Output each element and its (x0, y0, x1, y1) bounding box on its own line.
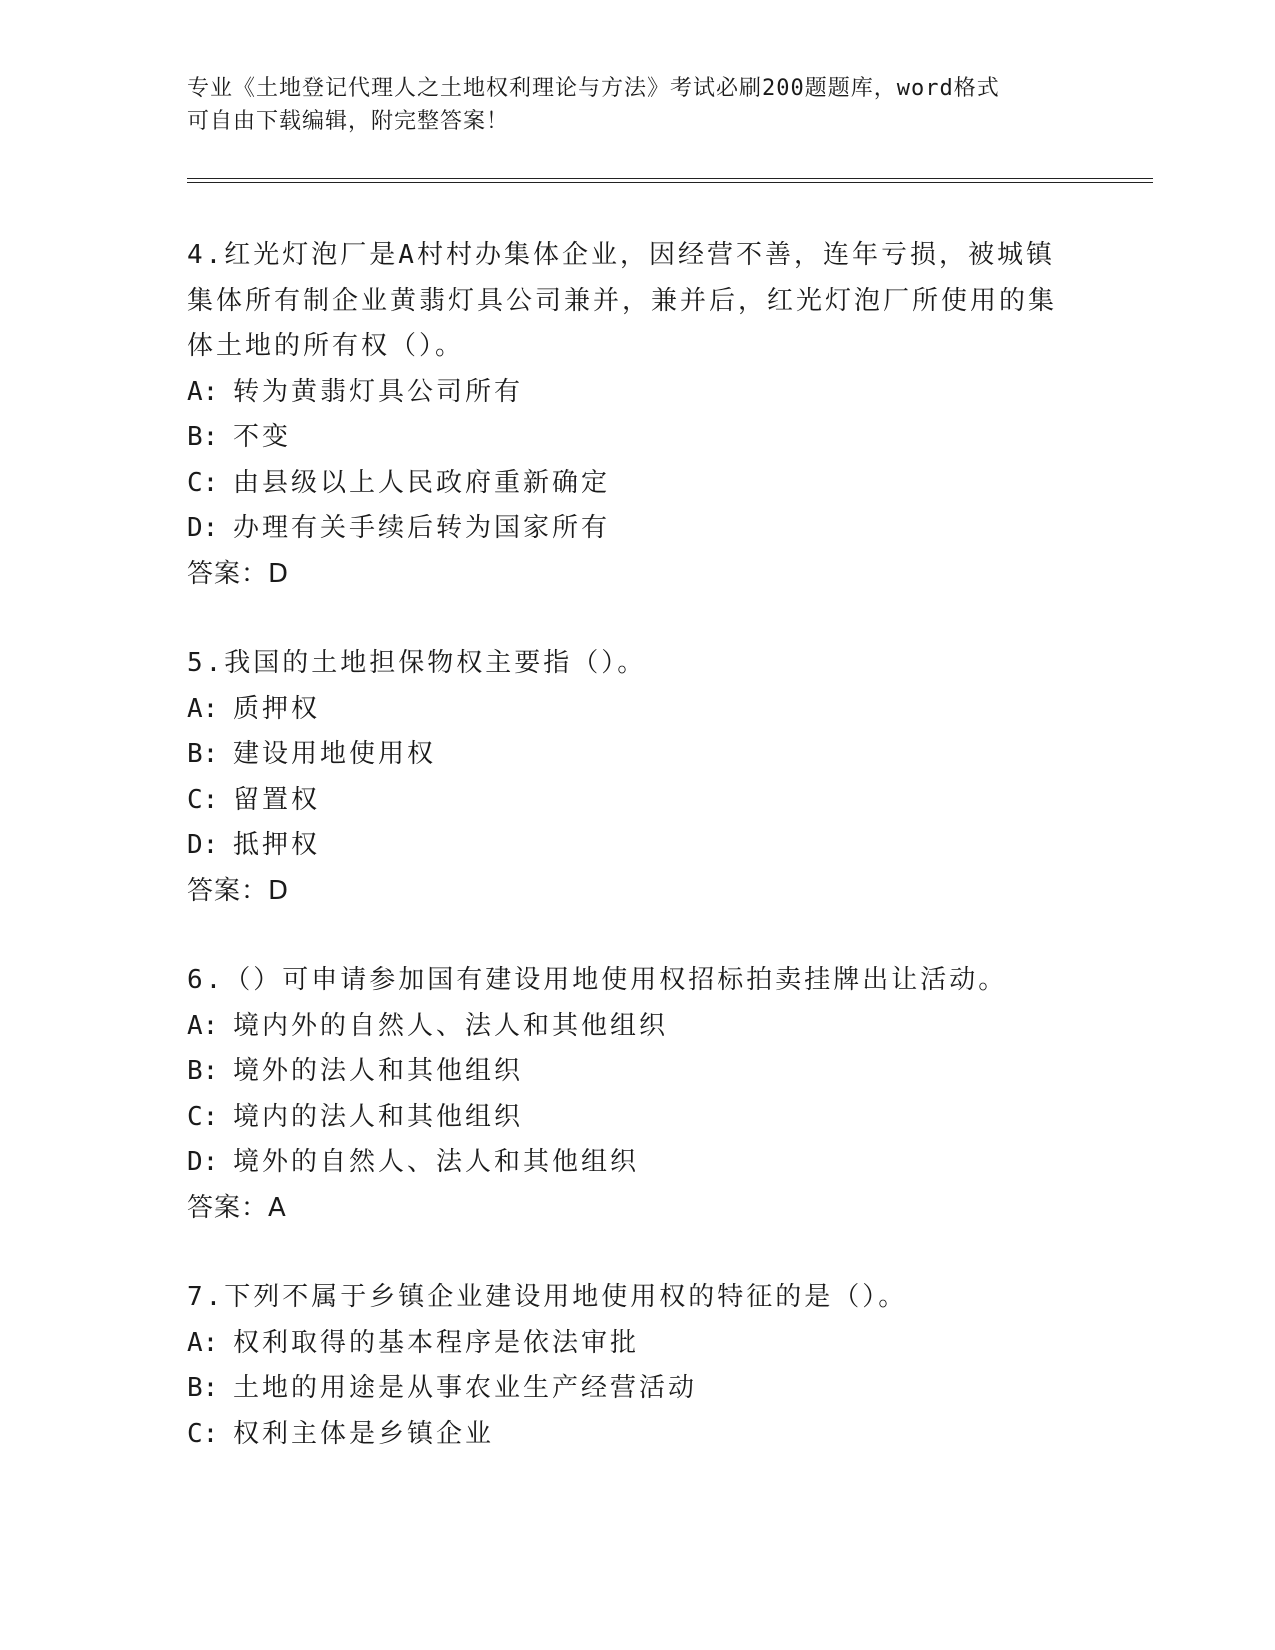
stem-line: 6.（）可申请参加国有建设用地使用权招标拍卖挂牌出让活动。 (187, 965, 1008, 995)
option-letter: C: (187, 784, 219, 815)
option-b (187, 1366, 1087, 1412)
option-letter: B: (187, 1056, 219, 1086)
option-c (187, 778, 1087, 824)
option-text: 由县级以上人民政府重新确定 (233, 467, 611, 498)
option-text: 转为黄翡灯具公司所有 (233, 376, 524, 407)
option-text: 抵押权 (233, 830, 321, 860)
option-text: 建设用地使用权 (233, 739, 437, 769)
option-c (187, 1095, 1087, 1141)
question-stem (187, 958, 1087, 1004)
stem-line: 4.红光灯泡厂是A村村办集体企业，因经营不善，连年亏损，被城镇 (187, 240, 1055, 270)
option-letter: A: (187, 1327, 219, 1358)
answer: 答案：A (187, 1192, 287, 1223)
option-b (187, 1049, 1087, 1095)
document-header (187, 72, 1087, 138)
option-text: 办理有关手续后转为国家所有 (233, 513, 611, 543)
option-text: 境外的法人和其他组织 (233, 1056, 524, 1086)
option-text: 留置权 (233, 784, 321, 815)
stem-line: 5.我国的土地担保物权主要指（）。 (187, 648, 647, 678)
option-c (187, 1412, 1087, 1458)
question-7 (187, 1275, 1087, 1457)
stem-line: 7.下列不属于乡镇企业建设用地使用权的特征的是（）。 (187, 1282, 908, 1312)
option-text: 不变 (233, 422, 292, 452)
option-text: 境内的法人和其他组织 (233, 1101, 524, 1132)
question-list (187, 233, 1087, 1501)
option-letter: D: (187, 513, 219, 543)
option-b (187, 732, 1087, 778)
option-text: 境外的自然人、法人和其他组织 (233, 1147, 640, 1177)
option-letter: B: (187, 739, 219, 769)
option-letter: B: (187, 422, 219, 452)
option-text: 权利取得的基本程序是依法审批 (233, 1327, 640, 1358)
stem-line: 集体所有制企业黄翡灯具公司兼并，兼并后，红光灯泡厂所使用的集 (187, 285, 1058, 316)
option-letter: D: (187, 1147, 219, 1177)
answer: 答案：D (187, 875, 290, 906)
option-letter: C: (187, 1101, 219, 1132)
question-4 (187, 233, 1087, 597)
option-letter: D: (187, 830, 219, 860)
question-stem (187, 641, 1087, 687)
option-letter: C: (187, 1418, 219, 1449)
stem-line: 体土地的所有权（）。 (187, 331, 465, 361)
option-b (187, 415, 1087, 461)
option-c (187, 461, 1087, 507)
option-text: 权利主体是乡镇企业 (233, 1418, 495, 1449)
option-letter: A: (187, 1010, 219, 1041)
option-text: 境内外的自然人、法人和其他组织 (233, 1010, 669, 1041)
option-a (187, 1321, 1087, 1367)
option-a (187, 370, 1087, 416)
option-a (187, 687, 1087, 733)
header-divider (187, 178, 1153, 184)
option-letter: A: (187, 693, 219, 724)
answer: 答案：D (187, 558, 290, 589)
option-letter: C: (187, 467, 219, 498)
question-5 (187, 641, 1087, 914)
option-letter: B: (187, 1373, 219, 1403)
option-letter: A: (187, 376, 219, 407)
question-stem (187, 233, 1087, 370)
divider-line-top (187, 178, 1153, 179)
option-text: 质押权 (233, 693, 321, 724)
header-line-2: 可自由下载编辑，附完整答案！ (187, 109, 510, 134)
question-6 (187, 958, 1087, 1231)
option-d (187, 1140, 1087, 1186)
option-d (187, 506, 1087, 552)
header-line-1: 专业《土地登记代理人之土地权利理论与方法》考试必刷200题题库，word格式 (187, 76, 1000, 101)
option-d (187, 823, 1087, 869)
option-text: 土地的用途是从事农业生产经营活动 (233, 1373, 698, 1403)
question-stem (187, 1275, 1087, 1321)
option-a (187, 1004, 1087, 1050)
divider-line-bottom (187, 182, 1153, 183)
